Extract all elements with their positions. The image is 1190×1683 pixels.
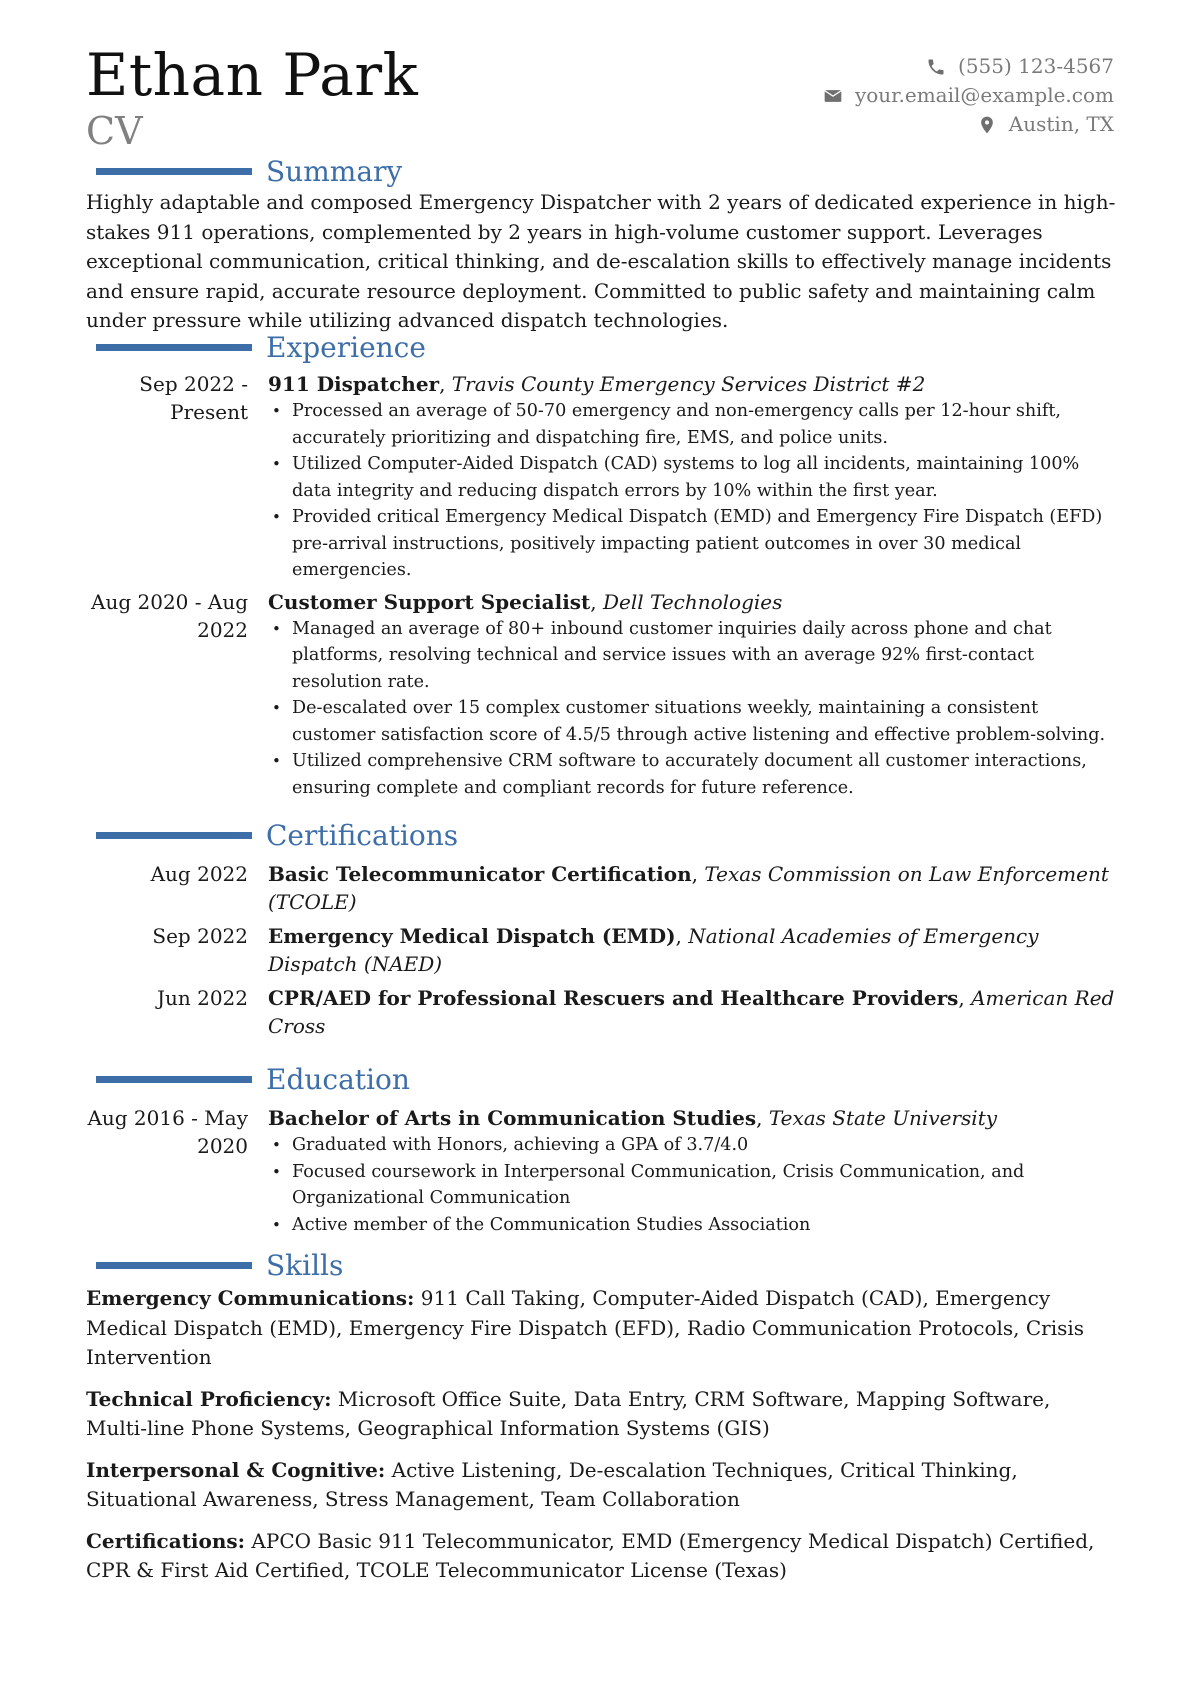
section-heading [86, 330, 1116, 366]
list-item: • Focused coursework in Interpersonal Communication, Crisis Communication, and Organizational Communication [292, 1159, 1116, 1212]
skill-group-label: Interpersonal & Cognitive: [86, 1457, 386, 1482]
section-accent-bar [96, 1262, 252, 1269]
education-entry [86, 1104, 1116, 1238]
section-accent-bar [96, 832, 252, 839]
summary-section [86, 154, 1116, 336]
bullet-list [268, 1132, 1116, 1238]
entry-date: Aug 2020 - Aug 2022 [91, 589, 248, 642]
employer: Dell Technologies [603, 589, 783, 614]
summary-text: Highly adaptable and composed Emergency Dispatcher with 2 years of dedicated experience in high-stakes 911 operations, complemented by 2 years in high-volume customer support. Leverages exceptional communication, critical thinking, and de-escalation skills to effectively manage incidents and ensure rapid, accurate resource deployment. Committed to public safety and maintaining calm under pressure while utilizing advanced dispatch technologies. [86, 190, 1116, 332]
entry-date: Jun 2022 [156, 986, 248, 1010]
contact-location [823, 110, 1114, 139]
candidate-name: Ethan Park [86, 41, 419, 109]
list-item: • Active member of the Communication Studies Association [292, 1212, 1116, 1239]
section-title: Certifications [266, 819, 459, 852]
entry-body [268, 370, 1116, 584]
section-heading [86, 818, 1116, 854]
education-section [86, 1062, 1116, 1238]
section-accent-bar [96, 168, 252, 175]
skill-group [86, 1527, 1116, 1586]
entry-heading: 911 Dispatcher, Travis County Emergency Services District #2 [268, 372, 926, 396]
section-accent-bar [96, 1076, 252, 1083]
certifications-section [86, 818, 1116, 1040]
section-title: Education [266, 1063, 410, 1096]
document-subtitle: CV [86, 109, 143, 153]
entry-date: Aug 2022 [150, 862, 248, 886]
envelope-icon [823, 86, 843, 106]
experience-entry [86, 370, 1116, 584]
section-accent-bar [96, 344, 252, 351]
issuer: National Academies of Emergency Dispatch (NAED) [268, 924, 1039, 976]
job-title: 911 Dispatcher [268, 372, 440, 396]
skills-section [86, 1248, 1116, 1598]
list-item: • Managed an average of 80+ inbound customer inquiries daily across phone and chat platforms, resolving technical and service issues with an average 92% first-contact resolution rate. [292, 616, 1116, 696]
entry-body [268, 1104, 1116, 1238]
entry-date: Aug 2016 - May 2020 [87, 1106, 248, 1158]
certification-entry [86, 922, 1116, 978]
entry-body: CPR/AED for Professional Rescuers and Healthcare Providers, American Red Cross [268, 986, 1115, 1038]
skill-group-items: 911 Call Taking, Computer-Aided Dispatch (CAD), Emergency Medical Dispatch (EMD), Emergency Fire Dispatch (EFD), Radio Communication Protocols, Crisis Intervention [86, 1286, 1085, 1369]
list-item: • Utilized comprehensive CRM software to accurately document all customer interactions, ensuring complete and compliant records for future reference. [292, 748, 1116, 801]
section-title: Summary [266, 155, 403, 188]
skill-group-items: Active Listening, De-escalation Techniques, Critical Thinking, Situational Awareness, Stress Management, Team Collaboration [86, 1457, 1018, 1511]
list-item: • Processed an average of 50-70 emergency and non-emergency calls per 12-hour shift, accurately prioritizing and dispatching fire, EMS, and police units. [292, 398, 1116, 451]
phone-text: (555) 123-4567 [958, 54, 1114, 78]
experience-entry [86, 588, 1116, 802]
section-heading [86, 1248, 1116, 1284]
email-text: your.email@example.com [854, 83, 1114, 107]
certification-name: CPR/AED for Professional Rescuers and Healthcare Providers [268, 986, 959, 1010]
entry-date: Sep 2022 [152, 924, 248, 948]
institution: Texas State University [768, 1106, 998, 1130]
location-text: Austin, TX [1008, 112, 1114, 136]
skill-group [86, 1385, 1116, 1444]
list-item: • Graduated with Honors, achieving a GPA of 3.7/4.0 [292, 1132, 1116, 1159]
certification-name: Emergency Medical Dispatch (EMD) [268, 924, 676, 948]
skill-group-label: Emergency Communications: [86, 1286, 415, 1310]
entry-body: Basic Telecommunicator Certification, Texas Commission on Law Enforcement (TCOLE) [268, 862, 1109, 914]
skill-group [86, 1284, 1116, 1373]
skill-group-label: Technical Proficiency: [86, 1386, 332, 1411]
section-title: Experience [266, 331, 426, 364]
section-heading [86, 1062, 1116, 1098]
skill-group [86, 1456, 1116, 1515]
employer: Travis County Emergency Services District #2 [451, 372, 926, 396]
certification-entry [86, 984, 1116, 1040]
certification-name: Basic Telecommunicator Certification [268, 862, 692, 886]
certification-entry [86, 860, 1116, 916]
list-item: • De-escalated over 15 complex customer situations weekly, maintaining a consistent customer satisfaction score of 4.5/5 through active listening and effective problem-solving. [292, 695, 1116, 748]
list-item: • Provided critical Emergency Medical Dispatch (EMD) and Emergency Fire Dispatch (EFD) pre-arrival instructions, positively impacting patient outcomes in over 30 medical emergencies. [292, 504, 1116, 584]
list-item: • Utilized Computer-Aided Dispatch (CAD) systems to log all incidents, maintaining 100% data integrity and reducing dispatch errors by 10% within the first year. [292, 451, 1116, 504]
contact-phone[interactable] [823, 52, 1114, 81]
issuer: Texas Commission on Law Enforcement (TCOLE) [268, 862, 1109, 914]
entry-heading: Bachelor of Arts in Communication Studies, Texas State University [268, 1106, 998, 1130]
bullet-list [268, 398, 1116, 584]
entry-heading: Customer Support Specialist, Dell Technologies [268, 589, 783, 614]
skill-group-items: APCO Basic 911 Telecommunicator, EMD (Emergency Medical Dispatch) Certified, CPR & First Aid Certified, TCOLE Telecommunicator License (Texas) [86, 1528, 1095, 1582]
section-title: Skills [266, 1249, 344, 1282]
experience-section [86, 330, 1116, 801]
skill-group-items: Microsoft Office Suite, Data Entry, CRM Software, Mapping Software, Multi-line Phone Systems, Geographical Information Systems (GIS) [86, 1386, 1051, 1440]
contact-email[interactable] [823, 81, 1114, 110]
contact-block [823, 52, 1114, 139]
entry-body: Emergency Medical Dispatch (EMD), National Academies of Emergency Dispatch (NAED) [268, 924, 1039, 976]
skill-group-label: Certifications: [86, 1528, 246, 1553]
bullet-list [268, 616, 1116, 802]
entry-body [268, 588, 1116, 802]
degree: Bachelor of Arts in Communication Studies [268, 1106, 757, 1130]
entry-date: Sep 2022 - Present [139, 372, 248, 424]
issuer: American Red Cross [268, 986, 1115, 1038]
job-title: Customer Support Specialist [268, 589, 591, 614]
phone-icon [926, 57, 946, 77]
map-pin-icon [977, 115, 997, 135]
section-heading [86, 154, 1116, 190]
